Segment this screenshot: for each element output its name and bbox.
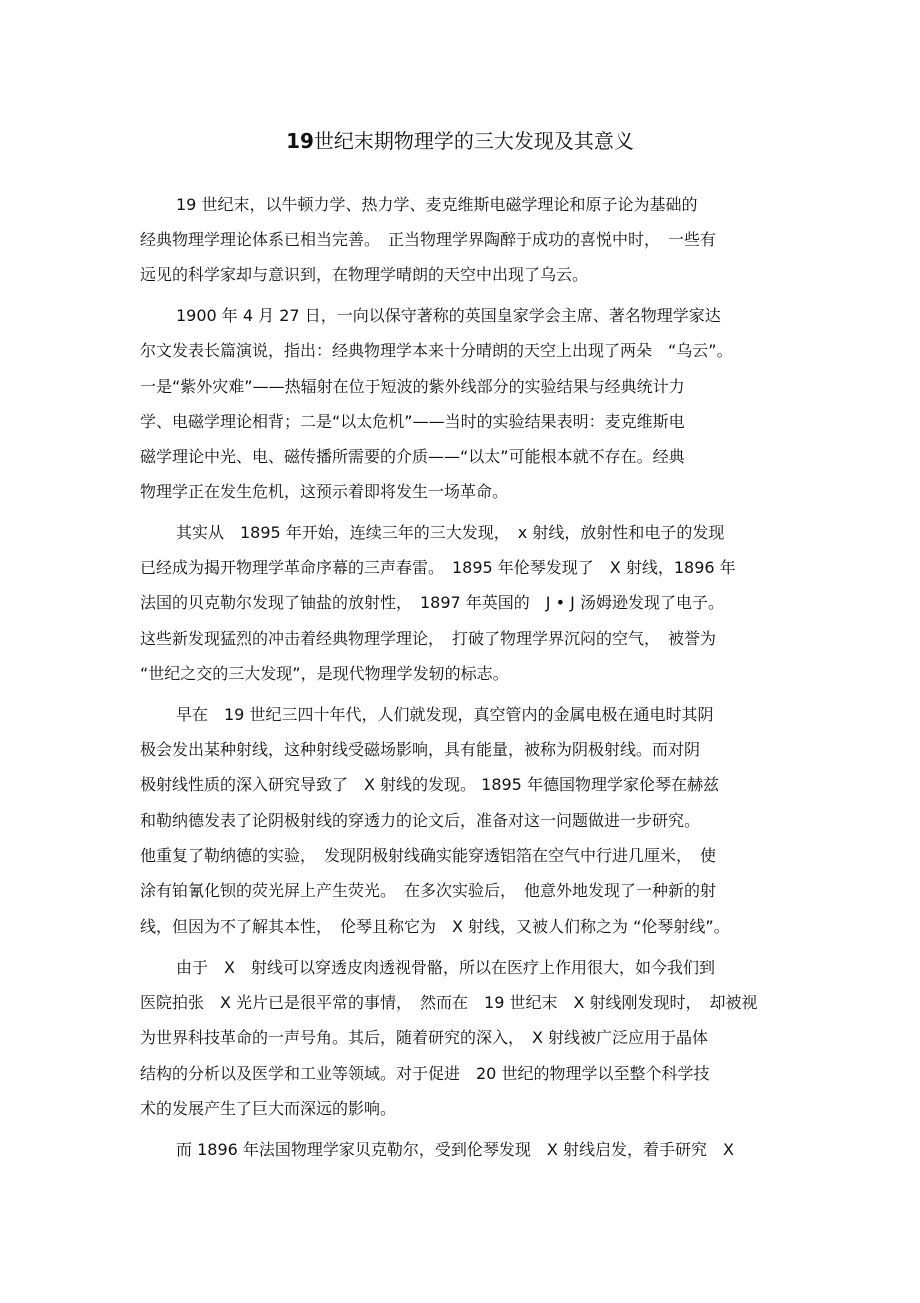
title-text: 世纪末期物理学的三大发现及其意义 bbox=[313, 129, 634, 153]
paragraph-line: 为世界科技革命的一声号角。其后，随着研究的深入， X 射线被广泛应用于晶体 bbox=[140, 1028, 709, 1047]
paragraph-line: 磁学理论中光、电、磁传播所需要的介质——“以太”可能根本就不存在。经典 bbox=[140, 447, 685, 466]
paragraph-line: 经典物理学理论体系已相当完善。 正当物理学界陶醉于成功的喜悦中时， 一些有 bbox=[140, 230, 717, 249]
paragraph-line: 线，但因为不了解其本性， 伦琴且称它为 X 射线，又被人们称之为 “伦琴射线”。 bbox=[140, 917, 730, 936]
paragraph-line: “世纪之交的三大发现”，是现代物理学发轫的标志。 bbox=[140, 664, 509, 683]
paragraph-line: 和勒纳德发表了论阴极射线的穿透力的论文后，准备对这一问题做进一步研究。 bbox=[140, 811, 701, 830]
paragraph-line: 极射线性质的深入研究导致了 X 射线的发现。 1895 年德国物理学家伦琴在赫兹 bbox=[140, 775, 719, 794]
page-title bbox=[0, 128, 920, 154]
paragraph-line: 术的发展产生了巨大而深远的影响。 bbox=[140, 1099, 397, 1118]
paragraph-line: 已经成为揭开物理学革命序幕的三声春雷。 1895 年伦琴发现了 X 射线，1896 年 bbox=[140, 558, 736, 577]
paragraph-line: 19 世纪末，以牛顿力学、热力学、麦克维斯电磁学理论和原子论为基础的 bbox=[176, 195, 698, 214]
paragraph-line: 学、电磁学理论相背；二是“以太危机”——当时的实验结果表明：麦克维斯电 bbox=[140, 412, 685, 431]
paragraph-line: 早在 19 世纪三四十年代，人们就发现，真空管内的金属电极在通电时其阴 bbox=[176, 705, 714, 724]
paragraph-line: 尔文发表长篇演说，指出：经典物理学本来十分晴朗的天空上出现了两朵 “乌云”。 bbox=[140, 341, 733, 360]
paragraph-line: 而 1896 年法国物理学家贝克勒尔，受到伦琴发现 X 射线启发，着手研究 X bbox=[176, 1140, 734, 1159]
paragraph-line: 极会发出某种射线，这种射线受磁场影响，具有能量，被称为阴极射线。而对阴 bbox=[140, 740, 701, 759]
paragraph-line: 法国的贝克勒尔发现了铀盐的放射性， 1897 年英国的 J • J 汤姆逊发现了电子。 bbox=[140, 593, 724, 612]
paragraph-line: 1900 年 4 月 27 日，一向以保守著称的英国皇家学会主席、著名物理学家达 bbox=[176, 306, 721, 325]
paragraph-line: 涂有铂氰化钡的荧光屏上产生荧光。 在多次实验后， 他意外地发现了一种新的射 bbox=[140, 881, 717, 900]
paragraph-line: 他重复了勒纳德的实验， 发现阴极射线确实能穿透铝箔在空气中行进几厘米， 使 bbox=[140, 846, 717, 865]
paragraph-line: 医院拍张 X 光片已是很平常的事情， 然而在 19 世纪末 X 射线刚发现时， 却被视 bbox=[140, 993, 758, 1012]
title-number: 19 bbox=[286, 129, 314, 153]
paragraph-line: 物理学正在发生危机，这预示着即将发生一场革命。 bbox=[140, 482, 509, 501]
paragraph-line: 结构的分析以及医学和工业等领域。对于促进 20 世纪的物理学以至整个科学技 bbox=[140, 1064, 710, 1083]
paragraph-line: 其实从 1895 年开始，连续三年的三大发现， x 射线，放射性和电子的发现 bbox=[176, 523, 725, 542]
paragraph-line: 远见的科学家却与意识到，在物理学晴朗的天空中出现了乌云。 bbox=[140, 265, 589, 284]
paragraph-line: 这些新发现猛烈的冲击着经典物理学理论， 打破了物理学界沉闷的空气， 被誉为 bbox=[140, 629, 717, 648]
paragraph-line: 一是“紫外灾难”——热辐射在位于短波的紫外线部分的实验结果与经典统计力 bbox=[140, 377, 685, 396]
paragraph-line: 由于 X 射线可以穿透皮肉透视骨骼，所以在医疗上作用很大，如今我们到 bbox=[176, 958, 715, 977]
